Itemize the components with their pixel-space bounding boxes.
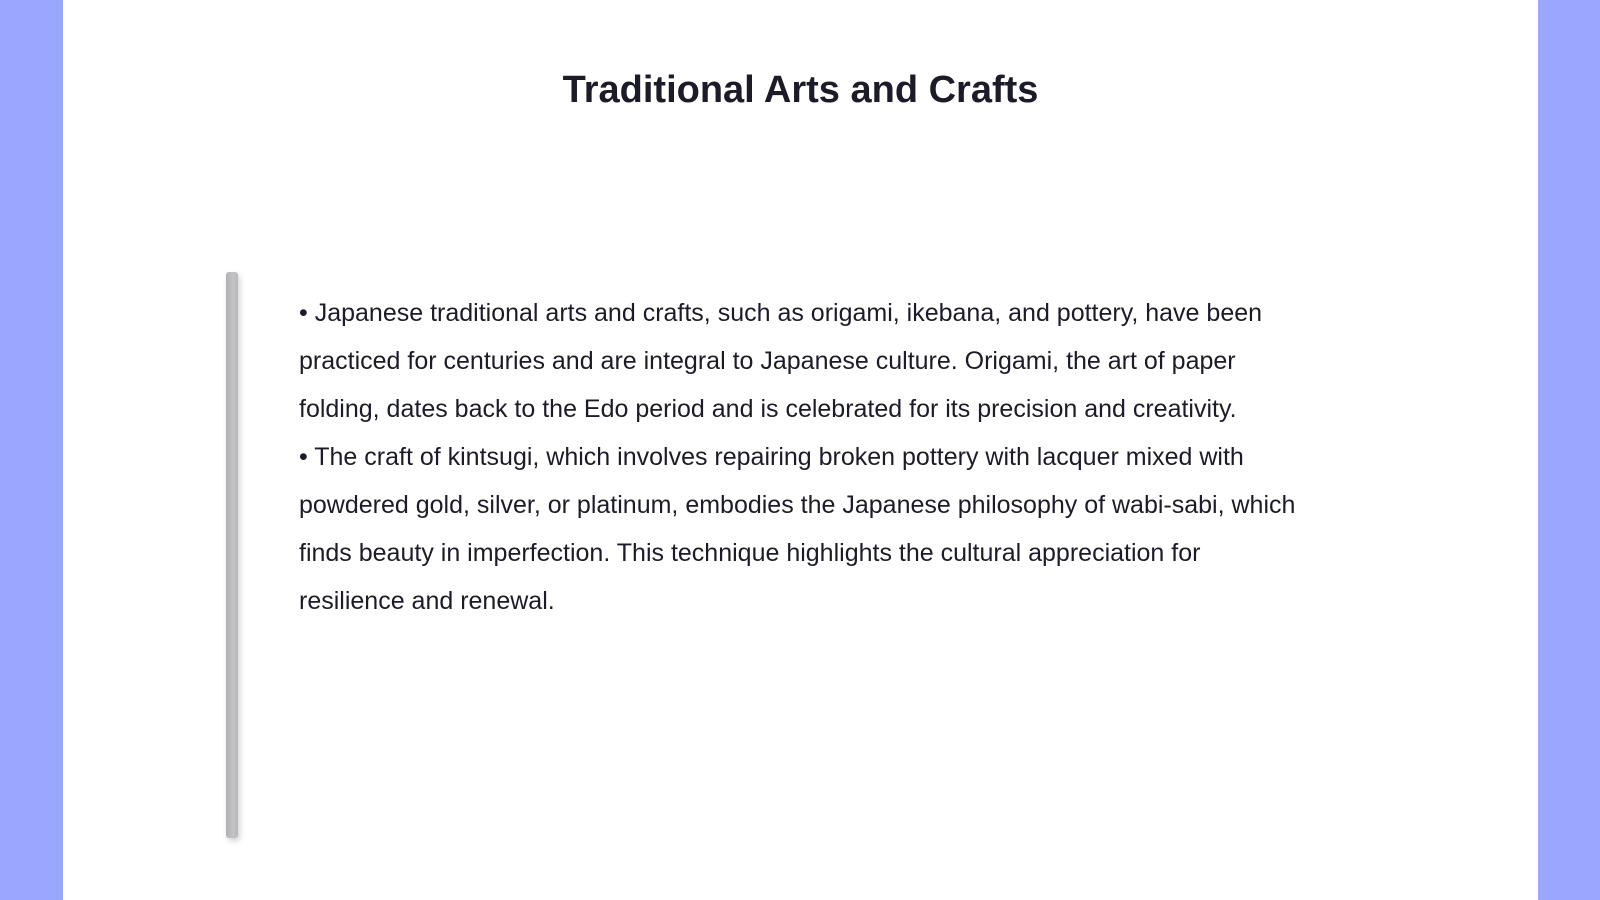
slide-title: Traditional Arts and Crafts	[562, 69, 1039, 111]
bullet-item: • Japanese traditional arts and crafts, such as origami, ikebana, and pottery, have been practiced for centuries and are integral to Japanese culture. Origami, the art of paper folding, dates back to the Edo period and is celebrated for its precision and creativity.	[299, 299, 1263, 423]
slide	[63, 0, 1538, 900]
bullet-list	[299, 289, 1299, 625]
accent-bar	[226, 272, 238, 838]
bullet-item: • The craft of kintsugi, which involves repairing broken pottery with lacquer mixed with powdered gold, silver, or platinum, embodies the Japanese philosophy of wabi-sabi, which finds beauty in imperfection. This technique highlights the cultural appreciation for resilience and renewal.	[299, 443, 1296, 615]
